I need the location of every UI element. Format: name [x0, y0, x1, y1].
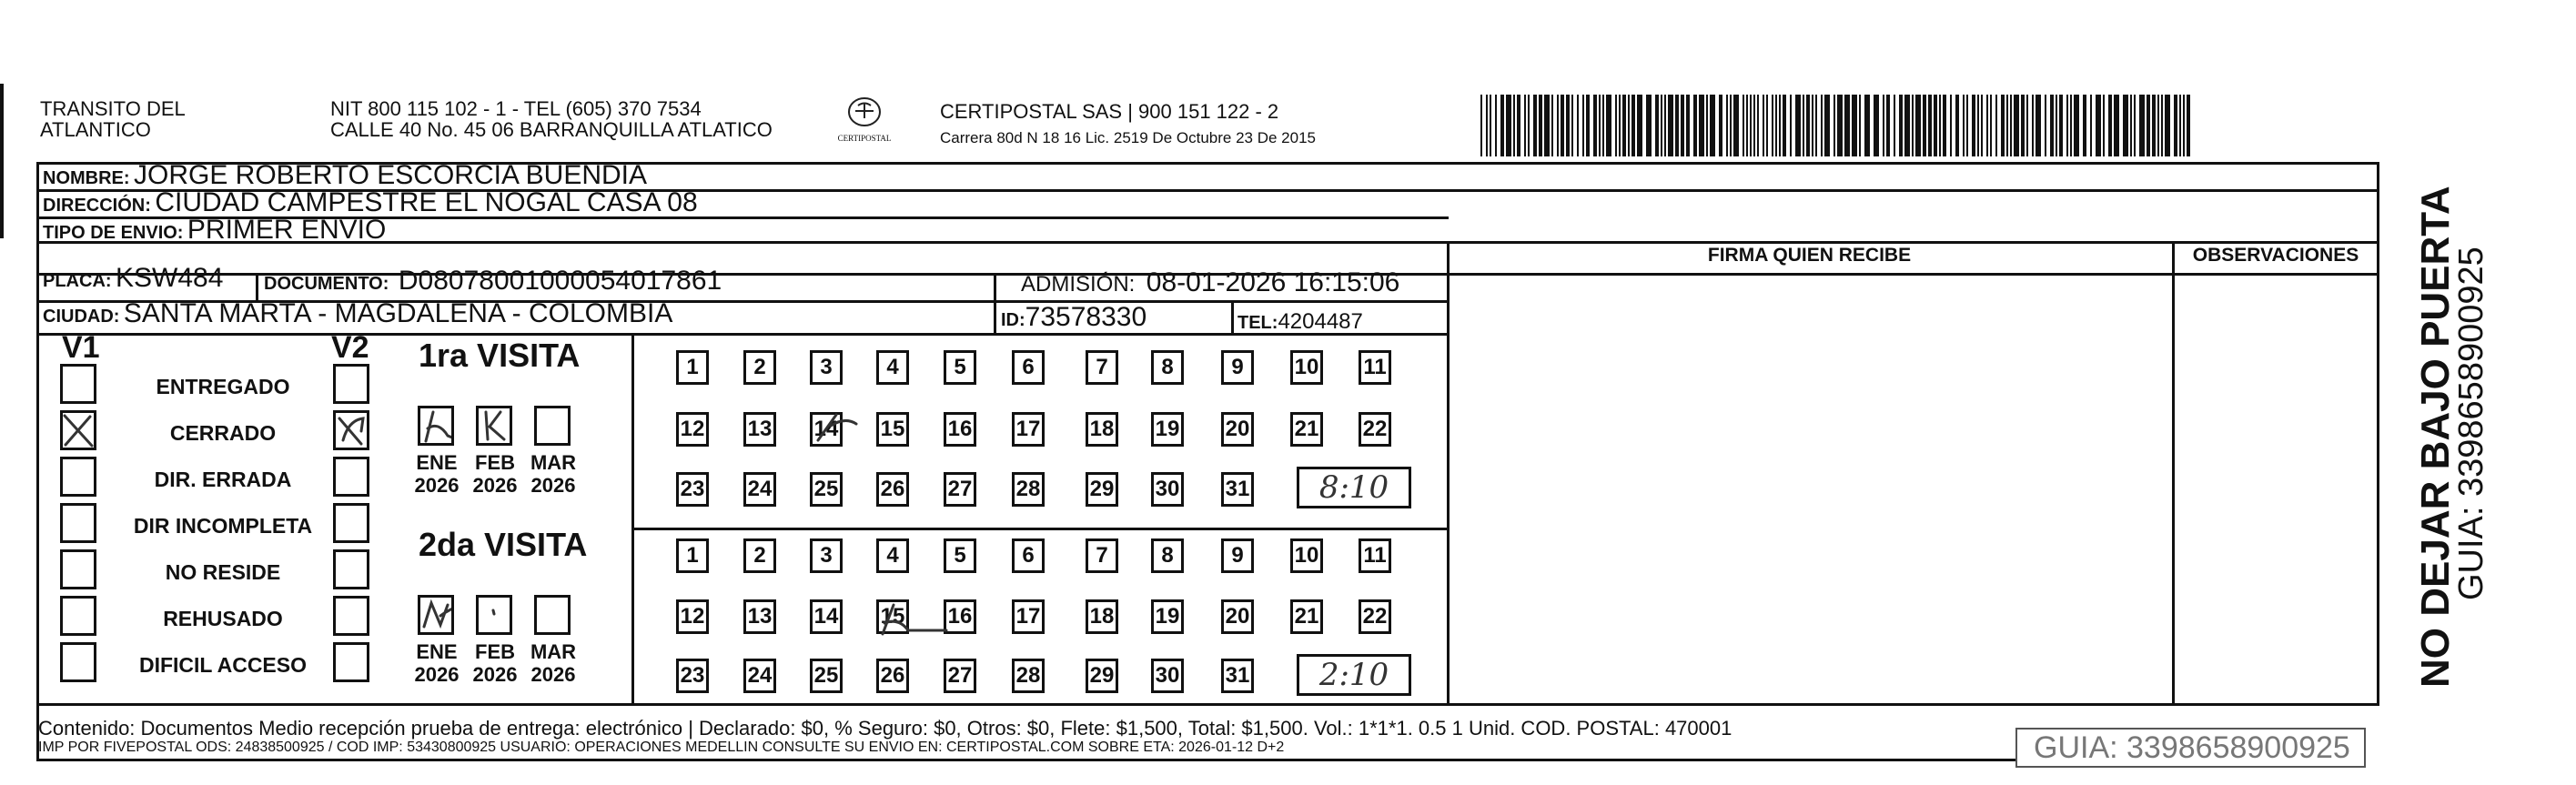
imp-line: IMP POR FIVEPOSTAL ODS: 24838500925 / COD IMP: 53430800925 USUARIO: OPERACIONES MEDELLIN CONSULTE SU ENVIO EN: CERTIPOSTAL.COM SOBRE ETA: 2026-01-12 D+2 — [38, 740, 1285, 755]
second-visit-day-7[interactable]: 7 — [1086, 538, 1118, 573]
second-visit-day-12[interactable]: 12 — [676, 599, 709, 634]
v2-month-feb-box[interactable] — [476, 595, 512, 635]
second-visit-time[interactable]: 2:10 — [1297, 654, 1411, 696]
v2-checkbox-dir-incompleta[interactable] — [333, 503, 369, 543]
first-visit-day-7[interactable]: 7 — [1086, 350, 1118, 385]
v1-month-mar-label: MAR 2026 — [530, 451, 577, 497]
first-visit-day-30[interactable]: 30 — [1151, 472, 1184, 507]
v1-checkbox-entregado[interactable] — [60, 364, 96, 404]
no-dejar-bajo-puerta: NO DEJAR BAJO PUERTA — [2413, 186, 2458, 688]
v2-checkbox-dificil-acceso[interactable] — [333, 642, 369, 682]
strike-mark-icon — [872, 598, 954, 643]
v1-checkbox-no-reside[interactable] — [60, 549, 96, 589]
first-visit-day-20[interactable]: 20 — [1221, 412, 1254, 447]
first-visit-day-26[interactable]: 26 — [876, 472, 909, 507]
v2-month-feb-label: FEB 2026 — [472, 640, 518, 686]
documento-value: D08078001000054017861 — [398, 266, 722, 296]
direccion-row: DIRECCIÓN: CIUDAD CAMPESTRE EL NOGAL CASA 08 — [43, 187, 698, 217]
second-visit-day-8[interactable]: 8 — [1151, 538, 1184, 573]
first-visit-day-1[interactable]: 1 — [676, 350, 709, 385]
second-visit-day-23[interactable]: 23 — [676, 659, 709, 693]
observaciones-header: OBSERVACIONES — [2192, 245, 2359, 266]
handwritten-mark-icon — [479, 598, 510, 632]
id-value: 73578330 — [1025, 302, 1147, 332]
first-visit-day-23[interactable]: 23 — [676, 472, 709, 507]
v2-month-mar-box[interactable] — [534, 595, 571, 635]
admision-value: 08-01-2026 16:15:06 — [1146, 267, 1400, 297]
rule — [994, 300, 996, 334]
first-visit-day-14[interactable]: 14 — [810, 412, 843, 447]
first-visit-day-12[interactable]: 12 — [676, 412, 709, 447]
nombre-value: JORGE ROBERTO ESCORCIA BUENDIA — [134, 160, 648, 190]
first-visit-day-16[interactable]: 16 — [944, 412, 976, 447]
second-visit-day-28[interactable]: 28 — [1012, 659, 1045, 693]
logo-icon — [844, 95, 884, 129]
second-visit-day-26[interactable]: 26 — [876, 659, 909, 693]
reason-cerrado: CERRADO — [169, 421, 277, 445]
v2-checkbox-dir-errada[interactable] — [333, 457, 369, 497]
second-visit-day-17[interactable]: 17 — [1012, 599, 1045, 634]
reason-dificil-acceso: DIFICIL ACCESO — [138, 653, 307, 677]
second-visit-day-4[interactable]: 4 — [876, 538, 909, 573]
tipo-envio-value: PRIMER ENVIO — [187, 215, 387, 245]
second-visit-day-2[interactable]: 2 — [743, 538, 776, 573]
v1-checkbox-rehusado[interactable] — [60, 596, 96, 636]
first-visit-day-22[interactable]: 22 — [1359, 412, 1391, 447]
tipo-envio-row: TIPO DE ENVIO: PRIMER ENVIO — [43, 215, 387, 245]
first-visit-day-5[interactable]: 5 — [944, 350, 976, 385]
rule — [631, 333, 634, 705]
v1-checkbox-cerrado[interactable] — [60, 410, 96, 450]
handwritten-mark-icon — [420, 408, 451, 443]
v2-month-mar-label: MAR 2026 — [530, 640, 577, 686]
first-visit-day-11[interactable]: 11 — [1359, 350, 1391, 385]
v1-checkbox-dir-incompleta[interactable] — [60, 503, 96, 543]
rule — [256, 273, 258, 301]
id-row: ID:73578330 — [1001, 302, 1147, 332]
ciudad-row: CIUDAD: SANTA MARTA - MAGDALENA - COLOMBIA — [43, 298, 673, 328]
rule — [36, 703, 2379, 706]
rule — [36, 241, 2379, 244]
second-visit-day-5[interactable]: 5 — [944, 538, 976, 573]
placa-value: KSW484 — [116, 263, 224, 293]
firma-header: FIRMA QUIEN RECIBE — [1707, 245, 1912, 266]
first-visit-day-6[interactable]: 6 — [1012, 350, 1045, 385]
v2-checkbox-rehusado[interactable] — [333, 596, 369, 636]
nombre-row: NOMBRE: JORGE ROBERTO ESCORCIA BUENDIA — [43, 160, 648, 190]
reason-dir-incompleta: DIR INCOMPLETA — [133, 514, 313, 538]
first-visit-time[interactable]: 8:10 — [1297, 467, 1411, 508]
courier-license: Carrera 80d N 18 16 Lic. 2519 De Octubre 23 De 2015 — [940, 129, 1316, 146]
documento-row: DOCUMENTO: D08078001000054017861 — [264, 266, 722, 296]
v1-month-feb-label: FEB 2026 — [472, 451, 518, 497]
reason-entregado: ENTREGADO — [156, 375, 290, 398]
v1-month-ene-label: ENE 2026 — [414, 451, 460, 497]
issuer-details: NIT 800 115 102 - 1 - TEL (605) 370 7534 CALLE 40 No. 45 06 BARRANQUILLA ATLATICO — [330, 97, 773, 141]
rule — [36, 162, 39, 761]
second-visit-day-13[interactable]: 13 — [743, 599, 776, 634]
first-visit-day-9[interactable]: 9 — [1221, 350, 1254, 385]
first-visit-day-15[interactable]: 15 — [876, 412, 909, 447]
strike-mark-icon — [805, 408, 860, 453]
first-visit-title: 1ra VISITA — [419, 337, 581, 374]
certipostal-logo: CERTIPOSTAL — [828, 95, 901, 147]
first-visit-day-19[interactable]: 19 — [1151, 412, 1184, 447]
contenido-line: Contenido: Documentos Medio recepción prueba de entrega: electrónico | Declarado: $0, % Seguro: $0, Otros: $0, Flete: $1,500, Total: $1,500. Vol.: 1*1*1. 0.5 1 Unid. COD. POSTAL: 470001 — [38, 717, 1732, 740]
v2-label: V2 — [331, 330, 369, 365]
second-visit-day-1[interactable]: 1 — [676, 538, 709, 573]
x-mark-icon — [63, 413, 94, 448]
guia-box: GUIA: 3398658900925 — [2015, 728, 2366, 768]
first-visit-day-2[interactable]: 2 — [743, 350, 776, 385]
handwritten-mark-icon — [479, 408, 510, 443]
first-visit-day-25[interactable]: 25 — [810, 472, 843, 507]
left-edge-mark — [0, 84, 4, 238]
check-mark-icon — [336, 413, 367, 448]
first-visit-day-17[interactable]: 17 — [1012, 412, 1045, 447]
first-visit-day-21[interactable]: 21 — [1290, 412, 1323, 447]
reason-no-reside: NO RESIDE — [165, 560, 281, 584]
v1-month-mar-box[interactable] — [534, 406, 571, 446]
first-visit-day-8[interactable]: 8 — [1151, 350, 1184, 385]
v2-month-ene-label: ENE 2026 — [414, 640, 460, 686]
v1-label: V1 — [62, 330, 100, 365]
courier-line: CERTIPOSTAL SAS | 900 151 122 - 2 — [940, 100, 1279, 123]
side-guia-number: GUIA: 3398658900925 — [2452, 247, 2490, 600]
first-visit-day-13[interactable]: 13 — [743, 412, 776, 447]
v1-month-ene-box[interactable] — [418, 406, 454, 446]
rule — [631, 528, 1449, 530]
second-visit-day-14[interactable]: 14 — [810, 599, 843, 634]
second-visit-day-30[interactable]: 30 — [1151, 659, 1184, 693]
second-visit-day-20[interactable]: 20 — [1221, 599, 1254, 634]
second-visit-day-22[interactable]: 22 — [1359, 599, 1391, 634]
second-visit-day-9[interactable]: 9 — [1221, 538, 1254, 573]
v2-checkbox-cerrado[interactable] — [333, 410, 369, 450]
second-visit-day-31[interactable]: 31 — [1221, 659, 1254, 693]
v1-month-feb-box[interactable] — [476, 406, 512, 446]
first-visit-day-18[interactable]: 18 — [1086, 412, 1118, 447]
admision-row: ADMISIÓN: 08-01-2026 16:15:06 — [1021, 267, 1400, 297]
rule — [994, 273, 996, 301]
rule — [2172, 241, 2175, 705]
issuer-name: TRANSITO DEL ATLANTICO — [40, 97, 186, 141]
rule — [1231, 300, 1234, 334]
reason-rehusado: REHUSADO — [163, 607, 283, 630]
placa-row: PLACA: KSW484 — [43, 263, 224, 293]
barcode — [1480, 95, 2197, 156]
first-visit-day-4[interactable]: 4 — [876, 350, 909, 385]
direccion-value: CIUDAD CAMPESTRE EL NOGAL CASA 08 — [155, 187, 698, 217]
first-visit-day-28[interactable]: 28 — [1012, 472, 1045, 507]
second-visit-day-27[interactable]: 27 — [944, 659, 976, 693]
v2-month-ene-box[interactable] — [418, 595, 454, 635]
rule — [1447, 241, 1450, 705]
first-visit-day-3[interactable]: 3 — [810, 350, 843, 385]
second-visit-day-11[interactable]: 11 — [1359, 538, 1391, 573]
rule — [2377, 162, 2379, 706]
second-visit-day-3[interactable]: 3 — [810, 538, 843, 573]
second-visit-day-24[interactable]: 24 — [743, 659, 776, 693]
second-visit-day-21[interactable]: 21 — [1290, 599, 1323, 634]
first-visit-day-27[interactable]: 27 — [944, 472, 976, 507]
handwritten-mark-icon — [420, 598, 451, 632]
v2-checkbox-entregado[interactable] — [333, 364, 369, 404]
second-visit-day-6[interactable]: 6 — [1012, 538, 1045, 573]
second-visit-day-18[interactable]: 18 — [1086, 599, 1118, 634]
tel-row: TEL:4204487 — [1237, 309, 1363, 334]
first-visit-day-10[interactable]: 10 — [1290, 350, 1323, 385]
second-visit-day-10[interactable]: 10 — [1290, 538, 1323, 573]
second-visit-day-15[interactable]: 15 — [876, 599, 909, 634]
second-visit-day-19[interactable]: 19 — [1151, 599, 1184, 634]
v1-checkbox-dir-errada[interactable] — [60, 457, 96, 497]
first-visit-day-31[interactable]: 31 — [1221, 472, 1254, 507]
v1-checkbox-dificil-acceso[interactable] — [60, 642, 96, 682]
v2-checkbox-no-reside[interactable] — [333, 549, 369, 589]
first-visit-day-24[interactable]: 24 — [743, 472, 776, 507]
second-visit-day-29[interactable]: 29 — [1086, 659, 1118, 693]
second-visit-title: 2da VISITA — [419, 526, 588, 563]
ciudad-value: SANTA MARTA - MAGDALENA - COLOMBIA — [123, 298, 673, 328]
reason-dir-errada: DIR. ERRADA — [154, 468, 292, 491]
second-visit-day-16[interactable]: 16 — [944, 599, 976, 634]
tel-value: 4204487 — [1278, 309, 1363, 334]
second-visit-day-25[interactable]: 25 — [810, 659, 843, 693]
first-visit-day-29[interactable]: 29 — [1086, 472, 1118, 507]
